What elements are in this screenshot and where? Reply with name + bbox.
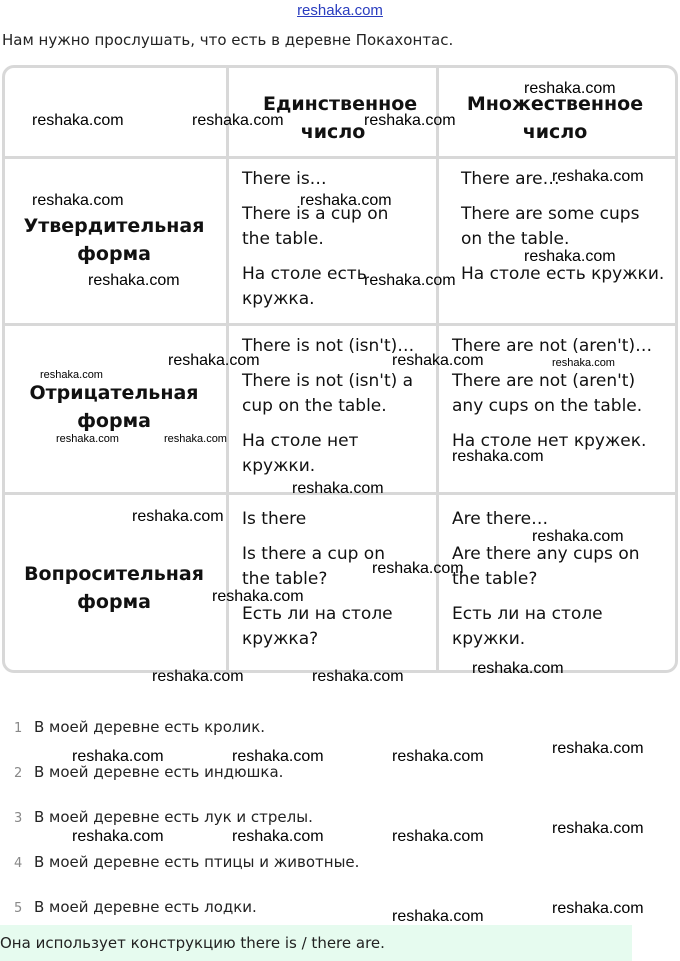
watermark: reshaka.com [552, 900, 644, 917]
watermark: reshaka.com [552, 357, 615, 369]
watermark: reshaka.com [32, 192, 124, 209]
watermark: reshaka.com [232, 748, 324, 765]
watermark: reshaka.com [472, 660, 564, 677]
list-item: 5 В моей деревне есть лодки. [14, 898, 257, 916]
watermark: reshaka.com [312, 668, 404, 685]
watermark: reshaka.com [552, 168, 644, 185]
watermark: reshaka.com [552, 740, 644, 757]
example-ru: На столе нет кружки. [242, 431, 359, 476]
watermark: reshaka.com [168, 352, 260, 369]
row-label-negative: Отрицательная форма [29, 382, 199, 432]
pattern: There is… [242, 169, 327, 189]
cell-negative-plural [452, 334, 667, 464]
intro-text: Нам нужно прослушать, что есть в деревне Покахонтас. [2, 31, 454, 49]
watermark: reshaka.com [32, 112, 124, 129]
watermark: reshaka.com [524, 248, 616, 265]
row-label-question: Вопросительная форма [24, 563, 204, 613]
watermark: reshaka.com [232, 828, 324, 845]
watermark: reshaka.com [212, 588, 304, 605]
list-item: 2 В моей деревне есть индюшка. [14, 763, 284, 781]
watermark: reshaka.com [40, 369, 103, 381]
watermark: reshaka.com [392, 748, 484, 765]
watermark: reshaka.com [524, 80, 616, 97]
example-en: There are not (aren't) any cups on the table. [452, 371, 643, 416]
watermark: reshaka.com [392, 908, 484, 925]
watermark: reshaka.com [88, 272, 180, 289]
site-link[interactable]: reshaka.com [297, 2, 383, 19]
watermark: reshaka.com [372, 560, 464, 577]
example-ru: На столе нет кружек. [452, 431, 647, 451]
grammar-table [2, 65, 678, 673]
watermark: reshaka.com [192, 112, 284, 129]
example-en: Are there any cups on the table? [452, 544, 640, 589]
example-en: There are some cups on the table. [461, 204, 640, 249]
list-item: 3 В моей деревне есть лук и стрелы. [14, 808, 313, 826]
example-en: There is not (isn't) a cup on the table. [242, 371, 414, 416]
watermark: reshaka.com [72, 828, 164, 845]
example-ru: На столе есть кружки. [461, 264, 665, 284]
answer-highlight: Она использует конструкцию there is / there are. [0, 925, 632, 961]
watermark: reshaka.com [364, 272, 456, 289]
watermark: reshaka.com [364, 112, 456, 129]
list-item: 4 В моей деревне есть птицы и животные. [14, 853, 360, 871]
pattern: Are there… [452, 509, 549, 529]
watermark: reshaka.com [72, 748, 164, 765]
example-ru: Есть ли на столе кружки. [452, 604, 603, 649]
watermark: reshaka.com [56, 433, 119, 445]
row-divider [5, 156, 675, 159]
watermark: reshaka.com [300, 192, 392, 209]
pattern: There is not (isn't)… [242, 336, 415, 356]
row-divider [5, 323, 675, 326]
watermark: reshaka.com [152, 668, 244, 685]
pattern: Is there [242, 509, 307, 529]
pattern: There are not (aren't)… [452, 336, 653, 356]
watermark: reshaka.com [452, 448, 544, 465]
watermark: reshaka.com [292, 480, 384, 497]
header-singular: Единственное число [263, 93, 418, 143]
row-label-affirmative: Утвердительная форма [23, 215, 205, 265]
example-en: Is there a cup on the table? [242, 544, 385, 589]
watermark: reshaka.com [392, 828, 484, 845]
pattern: There are… [461, 169, 560, 189]
watermark: reshaka.com [132, 508, 224, 525]
cell-affirmative-singular [242, 167, 417, 322]
watermark: reshaka.com [392, 352, 484, 369]
cell-affirmative-plural [461, 167, 666, 297]
cell-question-singular [242, 507, 417, 662]
example-en: There is a cup on the table. [242, 204, 389, 249]
list-item: 1 В моей деревне есть кролик. [14, 718, 266, 736]
watermark: reshaka.com [164, 433, 227, 445]
header-plural: Множественное число [466, 93, 644, 143]
example-ru: На столе есть кружка. [242, 264, 367, 309]
watermark: reshaka.com [552, 820, 644, 837]
watermark: reshaka.com [532, 528, 624, 545]
example-ru: Есть ли на столе кружка? [242, 604, 393, 649]
